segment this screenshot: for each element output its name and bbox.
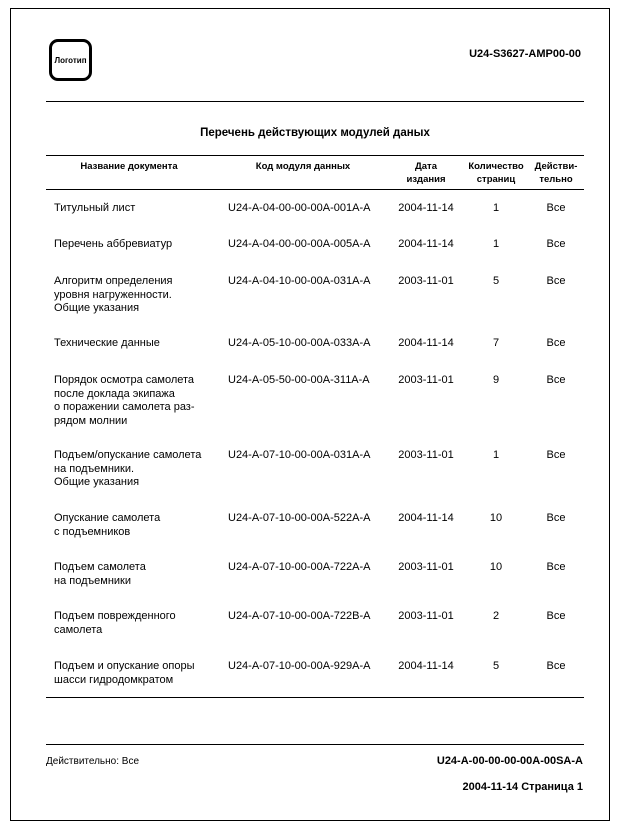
table-cell-name: Перечень аббревиатур: [54, 238, 173, 250]
table-cell-name: Подъем и опускание опоры шасси гидродомкратом: [54, 660, 195, 686]
table-cell-code: U24-A-07-10-00-00A-722A-A: [228, 561, 371, 573]
table-cell-name: Опускание самолета с подъемников: [54, 512, 161, 538]
column-header-date: Дата издания: [406, 161, 446, 185]
column-header-valid: Действи- тельно: [534, 161, 578, 185]
footer-date-page: 2004-11-14 Страница 1: [462, 781, 583, 793]
table-cell-date: 2004-11-14: [398, 202, 454, 214]
logo: [49, 39, 92, 81]
table-cell-date: 2004-11-14: [398, 337, 454, 349]
table-cell-date: 2003-11-01: [398, 561, 454, 573]
table-cell-name: Технические данные: [54, 337, 160, 349]
table-top-rule: [46, 155, 584, 156]
table-cell-pages: 1: [492, 449, 500, 461]
table-cell-pages: 10: [489, 512, 503, 524]
table-cell-date: 2003-11-01: [398, 275, 454, 287]
table-cell-date: 2003-11-01: [398, 449, 454, 461]
table-cell-date: 2004-11-14: [398, 238, 454, 250]
table-cell-code: U24-A-07-10-00-00A-722B-A: [228, 610, 371, 622]
logo-text: Логотип: [54, 55, 87, 65]
table-cell-code: U24-A-04-10-00-00A-031A-A: [228, 275, 371, 287]
table-cell-date: 2004-11-14: [398, 660, 454, 672]
table-cell-code: U24-A-07-10-00-00A-929A-A: [228, 660, 371, 672]
table-cell-valid: Все: [546, 337, 566, 349]
table-cell-valid: Все: [546, 561, 566, 573]
table-cell-code: U24-A-07-10-00-00A-031A-A: [228, 449, 371, 461]
footer-divider: [46, 744, 584, 745]
table-cell-valid: Все: [546, 660, 566, 672]
column-header-name: Название документа: [80, 161, 178, 172]
table-cell-pages: 7: [492, 337, 500, 349]
table-cell-code: U24-A-04-00-00-00A-005A-A: [228, 238, 371, 250]
table-cell-pages: 5: [492, 275, 500, 287]
table-cell-valid: Все: [546, 275, 566, 287]
table-cell-code: U24-A-07-10-00-00A-522A-A: [228, 512, 371, 524]
table-cell-valid: Все: [546, 449, 566, 461]
table-cell-pages: 1: [492, 202, 500, 214]
table-cell-name: Алгоритм определения уровня нагруженности. Общие указания: [54, 275, 173, 314]
table-cell-code: U24-A-05-50-00-00A-311A-A: [228, 374, 370, 386]
table-cell-name: Подъем/опускание самолета на подъемники. Общие указания: [54, 449, 202, 488]
table-cell-code: U24-A-05-10-00-00A-033A-A: [228, 337, 371, 349]
column-header-pages: Количество страниц: [468, 161, 524, 185]
table-cell-pages: 10: [489, 561, 503, 573]
column-header-code: Код модуля данных: [255, 161, 351, 172]
table-cell-name: Подъем самолета на подъемники: [54, 561, 146, 587]
table-cell-code: U24-A-04-00-00-00A-001A-A: [228, 202, 371, 214]
footer-doc-code: U24-A-00-00-00-00A-00SA-A: [436, 755, 583, 767]
table-cell-valid: Все: [546, 512, 566, 524]
table-cell-date: 2003-11-01: [398, 610, 454, 622]
table-cell-valid: Все: [546, 202, 566, 214]
table-cell-pages: 2: [492, 610, 500, 622]
table-cell-valid: Все: [546, 610, 566, 622]
table-cell-pages: 1: [492, 238, 500, 250]
table-cell-date: 2004-11-14: [398, 512, 454, 524]
table-cell-name: Подъем поврежденного самолета: [54, 610, 176, 636]
table-cell-valid: Все: [546, 238, 566, 250]
header-doc-number: U24-S3627-AMP00-00: [469, 48, 581, 60]
table-header-rule: [46, 189, 584, 190]
table-cell-name: Порядок осмотра самолета после доклада экипажа о поражении самолета раз- рядом молнии: [54, 374, 195, 427]
table-cell-date: 2003-11-01: [398, 374, 454, 386]
page-title: Перечень действующих модулей даных: [200, 127, 430, 139]
table-cell-pages: 9: [492, 374, 500, 386]
table-cell-pages: 5: [492, 660, 500, 672]
footer-applicability: Действительно: Все: [46, 756, 140, 767]
table-bottom-rule: [46, 697, 584, 698]
header-divider: [46, 101, 584, 102]
table-cell-name: Титульный лист: [54, 202, 136, 214]
table-cell-valid: Все: [546, 374, 566, 386]
